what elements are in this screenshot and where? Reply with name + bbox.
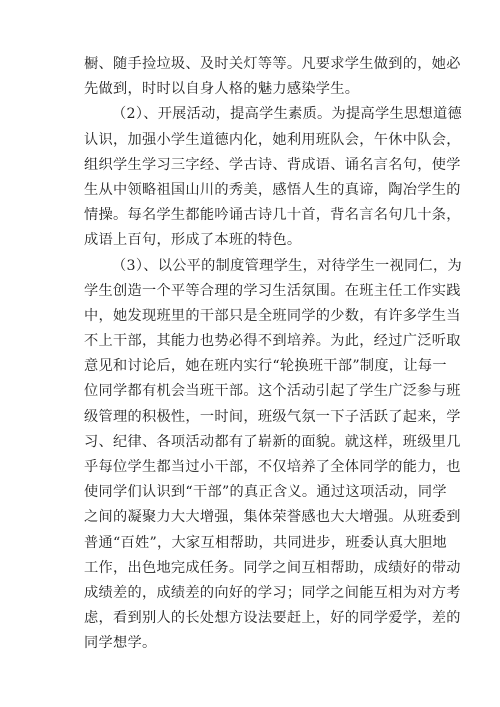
text-line: 乎每位学生都当过小干部，不仅培养了全体同学的能力，也 <box>84 459 461 475</box>
text-line: 成语上百句，形成了本班的特色。 <box>84 232 302 249</box>
text-line: 虑，看到别人的长处想方设法要赶上，好的同学爱学，差的 <box>84 610 461 627</box>
paragraph-start-line: （3）、以公平的制度管理学生，对待学生一视同仁，为 <box>112 257 462 274</box>
text-line: 习、纪律、各项活动都有了崭新的面貌。就这样，班级里几 <box>84 433 461 450</box>
text-line: 之间的凝聚力大大增强，集体荣誉感也大大增强。从班委到 <box>84 509 461 526</box>
text-line: 情操。每名学生都能吟诵古诗几十首，背名言名句几十条， <box>84 207 461 224</box>
text-line: 学生创造一个平等合理的学习生活氛围。在班主任工作实践 <box>84 282 461 299</box>
text-line: 使同学们认识到“干部”的真正含义。通过这项活动，同学 <box>84 484 447 501</box>
text-line: 先做到，时时以自身人格的魅力感染学生。 <box>84 81 360 98</box>
text-line: 工作，出色地完成任务。同学之间互相帮助，成绩好的带动 <box>84 559 461 576</box>
text-line: 同学想学。 <box>84 635 157 652</box>
text-line: 中，她发现班里的干部只是全班同学的少数，有许多学生当 <box>84 307 461 324</box>
text-line: 组织学生学习三字经、学古诗、背成语、诵名言名句，使学 <box>84 156 461 173</box>
text-line: 普通“百姓”，大家互相帮助，共同进步，班委认真大胆地 <box>84 534 447 551</box>
text-line: 位同学都有机会当班干部。这个活动引起了学生广泛参与班 <box>84 383 461 400</box>
text-line: 认识，加强小学生道德内化，她利用班队会，午休中队会， <box>84 131 461 148</box>
text-line: 级管理的积极性，一时间，班级气氛一下子活跃了起来，学 <box>84 408 461 425</box>
text-line: 成绩差的，成绩差的向好的学习；同学之间能互相为对方考 <box>84 584 461 601</box>
document-body <box>84 52 462 657</box>
text-line: 不上干部，其能力也势必得不到培养。为此，经过广泛听取 <box>84 333 461 350</box>
text-line: 意见和讨论后，她在班内实行“轮换班干部”制度，让每一 <box>84 358 447 375</box>
paragraph-start-line: （2）、开展活动，提高学生素质。为提高学生思想道德 <box>112 106 462 123</box>
text-line: 橱、随手捡垃圾、及时关灯等等。凡要求学生做到的，她必 <box>84 56 461 72</box>
text-line: 生从中领略祖国山川的秀美，感悟人生的真谛，陶冶学生的 <box>84 181 461 198</box>
